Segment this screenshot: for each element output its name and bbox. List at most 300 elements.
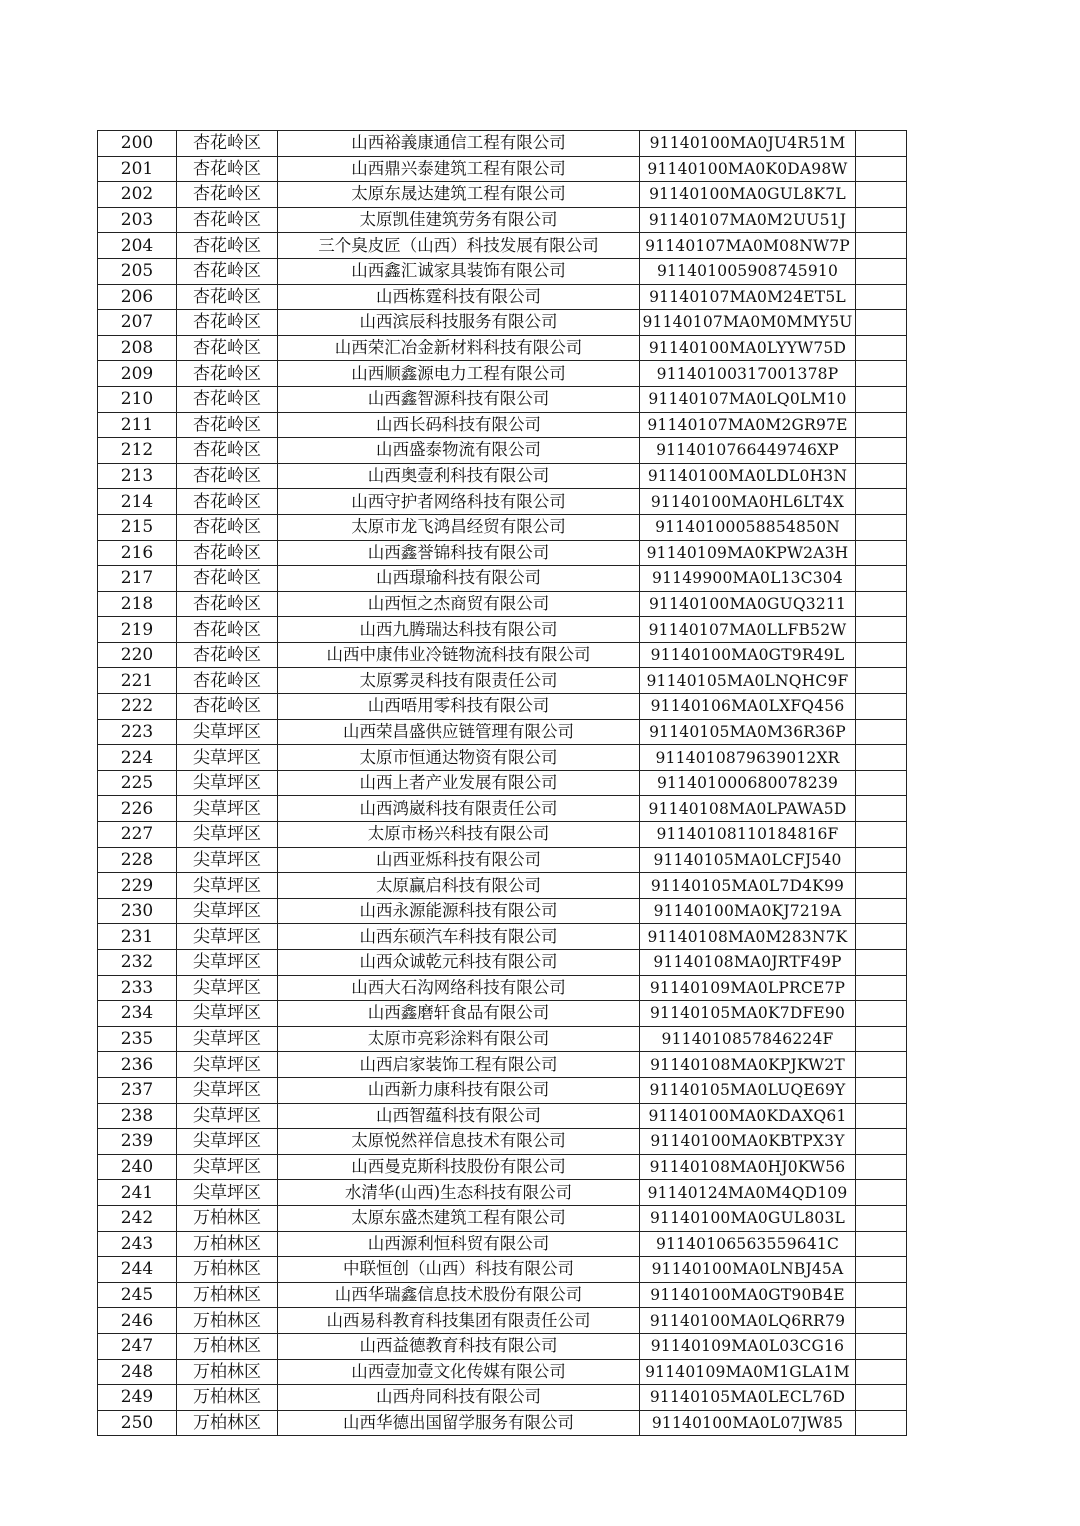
table-row xyxy=(98,1257,907,1283)
district-cell: 杏花岭区 xyxy=(177,566,278,592)
table-row xyxy=(98,668,907,694)
credit-code-cell: 91140100MA0LDL0H3N xyxy=(640,463,856,489)
table-row xyxy=(98,1205,907,1231)
table-row xyxy=(98,1385,907,1411)
credit-code-cell: 91140100MA0LYYW75D xyxy=(640,335,856,361)
company-name-cell: 山西鸿崴科技有限责任公司 xyxy=(278,796,640,822)
district-cell: 杏花岭区 xyxy=(177,156,278,182)
district-cell: 杏花岭区 xyxy=(177,540,278,566)
empty-cell xyxy=(856,1052,907,1078)
empty-cell xyxy=(856,1180,907,1206)
row-number: 216 xyxy=(98,540,177,566)
district-cell: 杏花岭区 xyxy=(177,386,278,412)
credit-code-cell: 91140105MA0LNQHC9F xyxy=(640,668,856,694)
row-number: 242 xyxy=(98,1205,177,1231)
company-name-cell: 三个臭皮匠（山西）科技发展有限公司 xyxy=(278,233,640,259)
company-name-cell: 太原雾灵科技有限责任公司 xyxy=(278,668,640,694)
company-name-cell: 山西新力康科技有限公司 xyxy=(278,1077,640,1103)
row-number: 206 xyxy=(98,284,177,310)
empty-cell xyxy=(856,617,907,643)
district-cell: 尖草坪区 xyxy=(177,1026,278,1052)
district-cell: 万柏林区 xyxy=(177,1231,278,1257)
district-cell: 尖草坪区 xyxy=(177,1077,278,1103)
credit-code-cell: 91140100MA0KJ7219A xyxy=(640,898,856,924)
credit-code-cell: 91140100MA0GT9R49L xyxy=(640,642,856,668)
table-row xyxy=(98,438,907,464)
row-number: 246 xyxy=(98,1308,177,1334)
credit-code-cell: 91140107MA0M2UU51J xyxy=(640,207,856,233)
district-cell: 尖草坪区 xyxy=(177,1052,278,1078)
district-cell: 杏花岭区 xyxy=(177,131,278,157)
row-number: 217 xyxy=(98,566,177,592)
company-name-cell: 山西鑫誉锦科技有限公司 xyxy=(278,540,640,566)
table-row xyxy=(98,131,907,157)
table-row xyxy=(98,284,907,310)
table-row xyxy=(98,1359,907,1385)
table-row xyxy=(98,950,907,976)
company-name-cell: 山西启家装饰工程有限公司 xyxy=(278,1052,640,1078)
company-name-cell: 山西鑫汇诚家具装饰有限公司 xyxy=(278,258,640,284)
empty-cell xyxy=(856,822,907,848)
table-row xyxy=(98,463,907,489)
row-number: 205 xyxy=(98,258,177,284)
credit-code-cell: 91140100MA0KBTPX3Y xyxy=(640,1129,856,1155)
credit-code-cell: 91140107MA0M0MMY5U xyxy=(640,310,856,336)
district-cell: 尖草坪区 xyxy=(177,873,278,899)
credit-code-cell: 91140108MA0M283N7K xyxy=(640,924,856,950)
empty-cell xyxy=(856,258,907,284)
district-cell: 杏花岭区 xyxy=(177,694,278,720)
table-row xyxy=(98,1129,907,1155)
empty-cell xyxy=(856,1308,907,1334)
district-cell: 杏花岭区 xyxy=(177,591,278,617)
empty-cell xyxy=(856,412,907,438)
row-number: 240 xyxy=(98,1154,177,1180)
row-number: 227 xyxy=(98,822,177,848)
credit-code-cell: 91140107MA0LQ0LM10 xyxy=(640,386,856,412)
empty-cell xyxy=(856,591,907,617)
district-cell: 尖草坪区 xyxy=(177,719,278,745)
empty-cell xyxy=(856,463,907,489)
table-row xyxy=(98,489,907,515)
district-cell: 杏花岭区 xyxy=(177,258,278,284)
table-row xyxy=(98,617,907,643)
empty-cell xyxy=(856,642,907,668)
table-row xyxy=(98,361,907,387)
company-name-cell: 山西璟瑜科技有限公司 xyxy=(278,566,640,592)
empty-cell xyxy=(856,975,907,1001)
district-cell: 杏花岭区 xyxy=(177,233,278,259)
district-cell: 杏花岭区 xyxy=(177,335,278,361)
credit-code-cell: 91140100MA0GUL8K7L xyxy=(640,182,856,208)
empty-cell xyxy=(856,924,907,950)
district-cell: 杏花岭区 xyxy=(177,182,278,208)
table-row xyxy=(98,258,907,284)
table-row xyxy=(98,694,907,720)
row-number: 221 xyxy=(98,668,177,694)
table-row xyxy=(98,1077,907,1103)
credit-code-cell: 91140105MA0LECL76D xyxy=(640,1385,856,1411)
credit-code-cell: 91140100MA0JU4R51M xyxy=(640,131,856,157)
table-row xyxy=(98,566,907,592)
row-number: 229 xyxy=(98,873,177,899)
district-cell: 尖草坪区 xyxy=(177,898,278,924)
empty-cell xyxy=(856,1333,907,1359)
district-cell: 杏花岭区 xyxy=(177,642,278,668)
row-number: 226 xyxy=(98,796,177,822)
row-number: 250 xyxy=(98,1410,177,1436)
row-number: 231 xyxy=(98,924,177,950)
company-name-cell: 山西中康伟业冷链物流科技有限公司 xyxy=(278,642,640,668)
table-row xyxy=(98,1410,907,1436)
empty-cell xyxy=(856,1231,907,1257)
credit-code-cell: 9114010857846224F xyxy=(640,1026,856,1052)
company-name-cell: 太原市恒通达物资有限公司 xyxy=(278,745,640,771)
company-name-cell: 中联恒创（山西）科技有限公司 xyxy=(278,1257,640,1283)
table-row xyxy=(98,591,907,617)
district-cell: 杏花岭区 xyxy=(177,412,278,438)
empty-cell xyxy=(856,770,907,796)
district-cell: 尖草坪区 xyxy=(177,745,278,771)
row-number: 212 xyxy=(98,438,177,464)
company-name-cell: 水清华(山西)生态科技有限公司 xyxy=(278,1180,640,1206)
row-number: 218 xyxy=(98,591,177,617)
district-cell: 杏花岭区 xyxy=(177,668,278,694)
company-name-cell: 山西鼎兴泰建筑工程有限公司 xyxy=(278,156,640,182)
company-name-cell: 山西唔用零科技有限公司 xyxy=(278,694,640,720)
district-cell: 万柏林区 xyxy=(177,1282,278,1308)
credit-code-cell: 91140100MA0LNBJ45A xyxy=(640,1257,856,1283)
company-name-cell: 山西永源能源科技有限公司 xyxy=(278,898,640,924)
empty-cell xyxy=(856,694,907,720)
table-row xyxy=(98,156,907,182)
company-name-cell: 太原市龙飞鸿昌经贸有限公司 xyxy=(278,514,640,540)
table-row xyxy=(98,1308,907,1334)
row-number: 235 xyxy=(98,1026,177,1052)
table-row xyxy=(98,642,907,668)
district-cell: 尖草坪区 xyxy=(177,1001,278,1027)
district-cell: 尖草坪区 xyxy=(177,1154,278,1180)
credit-code-cell: 91140109MA0M1GLA1M xyxy=(640,1359,856,1385)
company-name-cell: 山西栋霆科技有限公司 xyxy=(278,284,640,310)
row-number: 201 xyxy=(98,156,177,182)
credit-code-cell: 91140105MA0M36R36P xyxy=(640,719,856,745)
credit-code-cell: 91140106MA0LXFQ456 xyxy=(640,694,856,720)
row-number: 245 xyxy=(98,1282,177,1308)
company-name-cell: 山西众诚乾元科技有限公司 xyxy=(278,950,640,976)
credit-code-cell: 91140107MA0M2GR97E xyxy=(640,412,856,438)
empty-cell xyxy=(856,489,907,515)
company-name-cell: 山西大石沟网络科技有限公司 xyxy=(278,975,640,1001)
row-number: 228 xyxy=(98,847,177,873)
credit-code-cell: 91140100MA0L07JW85 xyxy=(640,1410,856,1436)
credit-code-cell: 91140108MA0LPAWA5D xyxy=(640,796,856,822)
table-row xyxy=(98,924,907,950)
empty-cell xyxy=(856,1026,907,1052)
row-number: 243 xyxy=(98,1231,177,1257)
credit-code-cell: 91140109MA0KPW2A3H xyxy=(640,540,856,566)
row-number: 230 xyxy=(98,898,177,924)
company-list-table xyxy=(97,130,907,1436)
company-name-cell: 山西恒之杰商贸有限公司 xyxy=(278,591,640,617)
empty-cell xyxy=(856,1001,907,1027)
district-cell: 尖草坪区 xyxy=(177,822,278,848)
row-number: 249 xyxy=(98,1385,177,1411)
credit-code-cell: 91140105MA0L7D4K99 xyxy=(640,873,856,899)
empty-cell xyxy=(856,156,907,182)
empty-cell xyxy=(856,438,907,464)
empty-cell xyxy=(856,361,907,387)
district-cell: 杏花岭区 xyxy=(177,617,278,643)
row-number: 247 xyxy=(98,1333,177,1359)
company-name-cell: 太原赢启科技有限公司 xyxy=(278,873,640,899)
table-row xyxy=(98,719,907,745)
row-number: 200 xyxy=(98,131,177,157)
company-name-cell: 山西裕義康通信工程有限公司 xyxy=(278,131,640,157)
row-number: 236 xyxy=(98,1052,177,1078)
table-row xyxy=(98,847,907,873)
table-row xyxy=(98,1333,907,1359)
district-cell: 尖草坪区 xyxy=(177,1129,278,1155)
credit-code-cell: 91140105MA0LCFJ540 xyxy=(640,847,856,873)
district-cell: 万柏林区 xyxy=(177,1359,278,1385)
credit-code-cell: 91140100058854850N xyxy=(640,514,856,540)
row-number: 237 xyxy=(98,1077,177,1103)
credit-code-cell: 91140105MA0K7DFE90 xyxy=(640,1001,856,1027)
row-number: 204 xyxy=(98,233,177,259)
company-name-cell: 山西舟同科技有限公司 xyxy=(278,1385,640,1411)
company-name-cell: 山西滨辰科技服务有限公司 xyxy=(278,310,640,336)
table-row xyxy=(98,1231,907,1257)
credit-code-cell: 91140109MA0L03CG16 xyxy=(640,1333,856,1359)
empty-cell xyxy=(856,1257,907,1283)
credit-code-cell: 91140100MA0GUL803L xyxy=(640,1205,856,1231)
empty-cell xyxy=(856,1385,907,1411)
company-name-cell: 山西鑫磨轩食品有限公司 xyxy=(278,1001,640,1027)
credit-code-cell: 91140109MA0LPRCE7P xyxy=(640,975,856,1001)
district-cell: 杏花岭区 xyxy=(177,514,278,540)
district-cell: 万柏林区 xyxy=(177,1205,278,1231)
company-name-cell: 太原市亮彩涂料有限公司 xyxy=(278,1026,640,1052)
credit-code-cell: 911401000680078239 xyxy=(640,770,856,796)
company-name-cell: 山西华德出国留学服务有限公司 xyxy=(278,1410,640,1436)
row-number: 203 xyxy=(98,207,177,233)
table-row xyxy=(98,540,907,566)
district-cell: 万柏林区 xyxy=(177,1308,278,1334)
credit-code-cell: 91140108MA0HJ0KW56 xyxy=(640,1154,856,1180)
table-row xyxy=(98,310,907,336)
company-name-cell: 山西益德教育科技有限公司 xyxy=(278,1333,640,1359)
district-cell: 尖草坪区 xyxy=(177,1180,278,1206)
row-number: 214 xyxy=(98,489,177,515)
row-number: 239 xyxy=(98,1129,177,1155)
empty-cell xyxy=(856,1103,907,1129)
company-name-cell: 山西源利恒科贸有限公司 xyxy=(278,1231,640,1257)
table-row xyxy=(98,1052,907,1078)
district-cell: 尖草坪区 xyxy=(177,1103,278,1129)
district-cell: 万柏林区 xyxy=(177,1410,278,1436)
empty-cell xyxy=(856,207,907,233)
empty-cell xyxy=(856,950,907,976)
row-number: 238 xyxy=(98,1103,177,1129)
table-row xyxy=(98,1103,907,1129)
credit-code-cell: 911401005908745910 xyxy=(640,258,856,284)
district-cell: 万柏林区 xyxy=(177,1385,278,1411)
empty-cell xyxy=(856,386,907,412)
company-name-cell: 太原东晟达建筑工程有限公司 xyxy=(278,182,640,208)
credit-code-cell: 91140107MA0M08NW7P xyxy=(640,233,856,259)
empty-cell xyxy=(856,566,907,592)
district-cell: 杏花岭区 xyxy=(177,438,278,464)
row-number: 232 xyxy=(98,950,177,976)
empty-cell xyxy=(856,514,907,540)
credit-code-cell: 91140100MA0K0DA98W xyxy=(640,156,856,182)
district-cell: 杏花岭区 xyxy=(177,463,278,489)
company-name-cell: 太原东盛杰建筑工程有限公司 xyxy=(278,1205,640,1231)
company-name-cell: 山西壹加壹文化传媒有限公司 xyxy=(278,1359,640,1385)
company-name-cell: 山西长码科技有限公司 xyxy=(278,412,640,438)
company-name-cell: 山西荣汇冶金新材料科技有限公司 xyxy=(278,335,640,361)
row-number: 220 xyxy=(98,642,177,668)
credit-code-cell: 9114010879639012XR xyxy=(640,745,856,771)
company-name-cell: 山西华瑞鑫信息技术股份有限公司 xyxy=(278,1282,640,1308)
table-row xyxy=(98,796,907,822)
credit-code-cell: 91140108110184816F xyxy=(640,822,856,848)
table-row xyxy=(98,207,907,233)
company-name-cell: 山西守护者网络科技有限公司 xyxy=(278,489,640,515)
row-number: 234 xyxy=(98,1001,177,1027)
company-name-cell: 山西亚烁科技有限公司 xyxy=(278,847,640,873)
row-number: 248 xyxy=(98,1359,177,1385)
credit-code-cell: 91140105MA0LUQE69Y xyxy=(640,1077,856,1103)
empty-cell xyxy=(856,898,907,924)
company-name-cell: 山西顺鑫源电力工程有限公司 xyxy=(278,361,640,387)
table-row xyxy=(98,1026,907,1052)
credit-code-cell: 91140100MA0LQ6RR79 xyxy=(640,1308,856,1334)
empty-cell xyxy=(856,668,907,694)
table-row xyxy=(98,873,907,899)
table-row xyxy=(98,770,907,796)
table-row xyxy=(98,1180,907,1206)
row-number: 213 xyxy=(98,463,177,489)
row-number: 209 xyxy=(98,361,177,387)
table-row xyxy=(98,745,907,771)
row-number: 208 xyxy=(98,335,177,361)
company-name-cell: 山西易科教育科技集团有限责任公司 xyxy=(278,1308,640,1334)
row-number: 222 xyxy=(98,694,177,720)
district-cell: 杏花岭区 xyxy=(177,489,278,515)
empty-cell xyxy=(856,540,907,566)
company-name-cell: 山西上者产业发展有限公司 xyxy=(278,770,640,796)
company-name-cell: 山西智蕴科技有限公司 xyxy=(278,1103,640,1129)
table-row xyxy=(98,898,907,924)
empty-cell xyxy=(856,1205,907,1231)
table-row xyxy=(98,182,907,208)
table-row xyxy=(98,975,907,1001)
table-row xyxy=(98,822,907,848)
row-number: 215 xyxy=(98,514,177,540)
district-cell: 尖草坪区 xyxy=(177,770,278,796)
row-number: 202 xyxy=(98,182,177,208)
district-cell: 尖草坪区 xyxy=(177,847,278,873)
row-number: 241 xyxy=(98,1180,177,1206)
credit-code-cell: 91140100MA0GUQ3211 xyxy=(640,591,856,617)
empty-cell xyxy=(856,1077,907,1103)
company-name-cell: 山西荣昌盛供应链管理有限公司 xyxy=(278,719,640,745)
district-cell: 尖草坪区 xyxy=(177,950,278,976)
district-cell: 杏花岭区 xyxy=(177,361,278,387)
row-number: 223 xyxy=(98,719,177,745)
empty-cell xyxy=(856,745,907,771)
credit-code-cell: 91140107MA0M24ET5L xyxy=(640,284,856,310)
company-name-cell: 太原市杨兴科技有限公司 xyxy=(278,822,640,848)
credit-code-cell: 91140106563559641C xyxy=(640,1231,856,1257)
table-row xyxy=(98,514,907,540)
empty-cell xyxy=(856,1410,907,1436)
row-number: 211 xyxy=(98,412,177,438)
empty-cell xyxy=(856,1282,907,1308)
company-name-cell: 山西盛泰物流有限公司 xyxy=(278,438,640,464)
empty-cell xyxy=(856,335,907,361)
empty-cell xyxy=(856,719,907,745)
credit-code-cell: 91140100MA0HL6LT4X xyxy=(640,489,856,515)
row-number: 219 xyxy=(98,617,177,643)
company-name-cell: 山西东硕汽车科技有限公司 xyxy=(278,924,640,950)
credit-code-cell: 91140108MA0KPJKW2T xyxy=(640,1052,856,1078)
empty-cell xyxy=(856,873,907,899)
company-name-cell: 太原凯佳建筑劳务有限公司 xyxy=(278,207,640,233)
table-row xyxy=(98,335,907,361)
table-row xyxy=(98,1282,907,1308)
empty-cell xyxy=(856,1154,907,1180)
district-cell: 尖草坪区 xyxy=(177,924,278,950)
company-name-cell: 山西九腾瑞达科技有限公司 xyxy=(278,617,640,643)
empty-cell xyxy=(856,796,907,822)
company-name-cell: 山西鑫智源科技有限公司 xyxy=(278,386,640,412)
empty-cell xyxy=(856,284,907,310)
empty-cell xyxy=(856,131,907,157)
credit-code-cell: 9114010766449746XP xyxy=(640,438,856,464)
table-row xyxy=(98,412,907,438)
district-cell: 杏花岭区 xyxy=(177,310,278,336)
table-row xyxy=(98,1001,907,1027)
empty-cell xyxy=(856,1359,907,1385)
company-name-cell: 山西奥壹利科技有限公司 xyxy=(278,463,640,489)
company-name-cell: 山西曼克斯科技股份有限公司 xyxy=(278,1154,640,1180)
credit-code-cell: 91140108MA0JRTF49P xyxy=(640,950,856,976)
row-number: 207 xyxy=(98,310,177,336)
empty-cell xyxy=(856,310,907,336)
district-cell: 尖草坪区 xyxy=(177,975,278,1001)
district-cell: 万柏林区 xyxy=(177,1257,278,1283)
row-number: 225 xyxy=(98,770,177,796)
credit-code-cell: 91140124MA0M4QD109 xyxy=(640,1180,856,1206)
credit-code-cell: 91140100MA0KDAXQ61 xyxy=(640,1103,856,1129)
table-body xyxy=(98,131,907,1436)
table-row xyxy=(98,1154,907,1180)
empty-cell xyxy=(856,847,907,873)
district-cell: 杏花岭区 xyxy=(177,207,278,233)
row-number: 210 xyxy=(98,386,177,412)
district-cell: 尖草坪区 xyxy=(177,796,278,822)
empty-cell xyxy=(856,233,907,259)
credit-code-cell: 91140100MA0GT90B4E xyxy=(640,1282,856,1308)
empty-cell xyxy=(856,182,907,208)
district-cell: 万柏林区 xyxy=(177,1333,278,1359)
district-cell: 杏花岭区 xyxy=(177,284,278,310)
row-number: 244 xyxy=(98,1257,177,1283)
row-number: 233 xyxy=(98,975,177,1001)
